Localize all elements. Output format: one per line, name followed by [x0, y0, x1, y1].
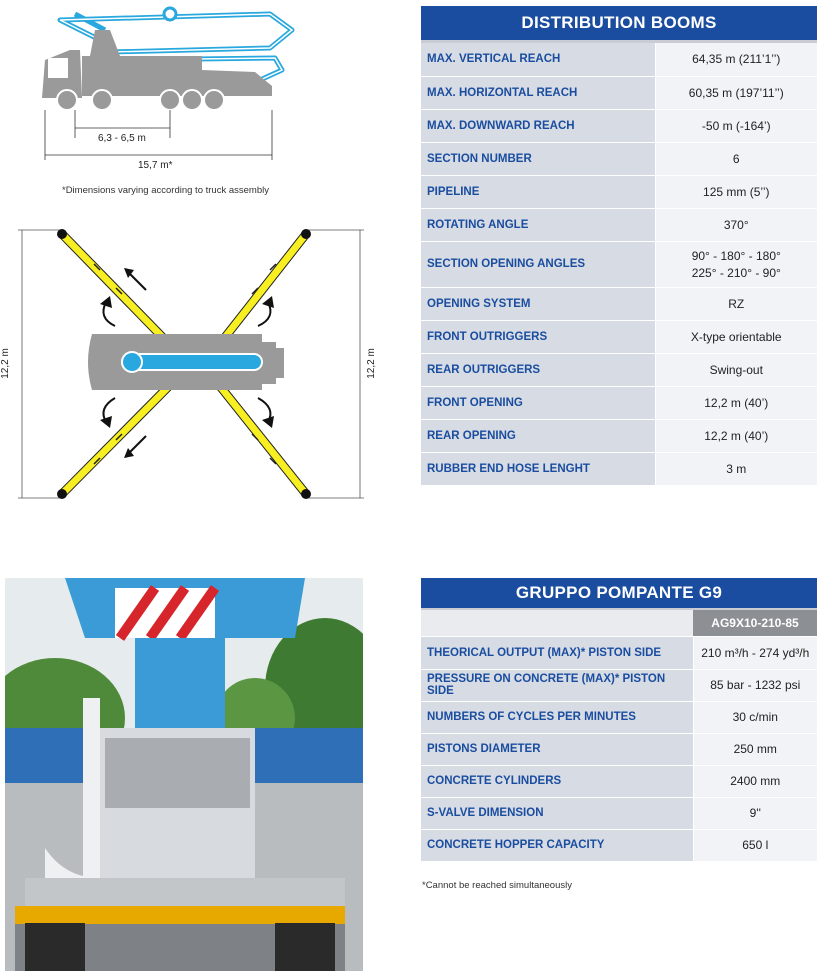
spec-value-line: 225° - 210° - 90°	[691, 265, 781, 280]
table-row	[421, 320, 817, 353]
table-row	[421, 669, 817, 701]
spec-value: 2400 mm	[693, 765, 817, 797]
table-row	[421, 797, 817, 829]
spec-value: 64,35 m (211’1’’)	[655, 43, 817, 76]
pump-group-footnote: *Cannot be reached simultaneously	[422, 880, 572, 891]
table-row	[421, 637, 817, 669]
spec-value: 3 m	[655, 452, 817, 485]
spec-key: PISTONS DIAMETER	[421, 733, 693, 765]
table-row	[421, 76, 817, 109]
spec-key: OPENING SYSTEM	[421, 287, 655, 320]
table-row	[421, 43, 817, 76]
truck-dimensions-footnote: *Dimensions varying according to truck assembly	[62, 185, 269, 196]
outrigger-top-diagram	[0, 222, 400, 512]
pump-group-subhead-spacer	[421, 610, 693, 636]
spec-key: SECTION NUMBER	[421, 142, 655, 175]
spec-value: 9''	[693, 797, 817, 829]
spec-value: X-type orientable	[655, 320, 817, 353]
spec-key: REAR OPENING	[421, 419, 655, 452]
spec-value: 6	[655, 142, 817, 175]
outrigger-illustration	[0, 222, 400, 512]
spec-value: 60,35 m (197’11’’)	[655, 76, 817, 109]
spec-key: NUMBERS OF CYCLES PER MINUTES	[421, 701, 693, 733]
truck-side-diagram	[20, 0, 320, 180]
spec-value: 370°	[655, 208, 817, 241]
table-row	[421, 419, 817, 452]
spec-key: S-VALVE DIMENSION	[421, 797, 693, 829]
spec-value: 85 bar - 1232 psi	[693, 669, 817, 701]
spec-key: PRESSURE ON CONCRETE (MAX)* PISTON SIDE	[421, 669, 693, 701]
spec-key: FRONT OPENING	[421, 386, 655, 419]
spec-value: -50 m (-164’)	[655, 109, 817, 142]
spec-value: Swing-out	[655, 353, 817, 386]
table-row	[421, 142, 817, 175]
spec-value: 12,2 m (40’)	[655, 386, 817, 419]
table-row	[421, 287, 817, 320]
table-row	[421, 701, 817, 733]
spec-value: 650 l	[693, 829, 817, 861]
pump-group-table	[421, 637, 817, 862]
right-span-label: 12,2 m	[365, 348, 377, 379]
pump-group-title: GRUPPO POMPANTE G9	[421, 578, 817, 611]
spec-key: CONCRETE CYLINDERS	[421, 765, 693, 797]
left-span-label: 12,2 m	[0, 348, 11, 379]
distribution-booms-title: DISTRIBUTION BOOMS	[421, 6, 817, 43]
spec-key: THEORICAL OUTPUT (MAX)* PISTON SIDE	[421, 637, 693, 669]
pump-model-label: AG9X10-210-85	[693, 610, 817, 636]
spec-key: MAX. VERTICAL REACH	[421, 43, 655, 76]
table-row	[421, 109, 817, 142]
table-row	[421, 452, 817, 485]
total-length-label: 15,7 m*	[138, 160, 173, 171]
spec-value	[655, 241, 817, 287]
spec-value: 12,2 m (40’)	[655, 419, 817, 452]
table-row	[421, 353, 817, 386]
spec-value-line: 90° - 180° - 180°	[691, 248, 781, 263]
spec-key: CONCRETE HOPPER CAPACITY	[421, 829, 693, 861]
spec-key: FRONT OUTRIGGERS	[421, 320, 655, 353]
spec-key: MAX. DOWNWARD REACH	[421, 109, 655, 142]
spec-value: 210 m³/h - 274 yd³/h	[693, 637, 817, 669]
table-row	[421, 208, 817, 241]
spec-value: RZ	[655, 287, 817, 320]
spec-value: 250 mm	[693, 733, 817, 765]
spec-key: ROTATING ANGLE	[421, 208, 655, 241]
pump-rear-photo-illustration	[5, 578, 363, 971]
spec-value: 125 mm (5’’)	[655, 175, 817, 208]
spec-key: MAX. HORIZONTAL REACH	[421, 76, 655, 109]
table-row	[421, 829, 817, 861]
truck-side-illustration	[20, 0, 320, 180]
spec-key: SECTION OPENING ANGLES	[421, 241, 655, 287]
spec-key: RUBBER END HOSE LENGHT	[421, 452, 655, 485]
spec-value: 30 c/min	[693, 701, 817, 733]
wheelbase-label: 6,3 - 6,5 m	[98, 133, 146, 144]
spec-key: PIPELINE	[421, 175, 655, 208]
table-row	[421, 175, 817, 208]
table-row	[421, 733, 817, 765]
table-row	[421, 386, 817, 419]
pump-rear-photo	[5, 578, 363, 971]
distribution-booms-table	[421, 43, 817, 486]
table-row	[421, 241, 817, 287]
table-row	[421, 765, 817, 797]
spec-key: REAR OUTRIGGERS	[421, 353, 655, 386]
